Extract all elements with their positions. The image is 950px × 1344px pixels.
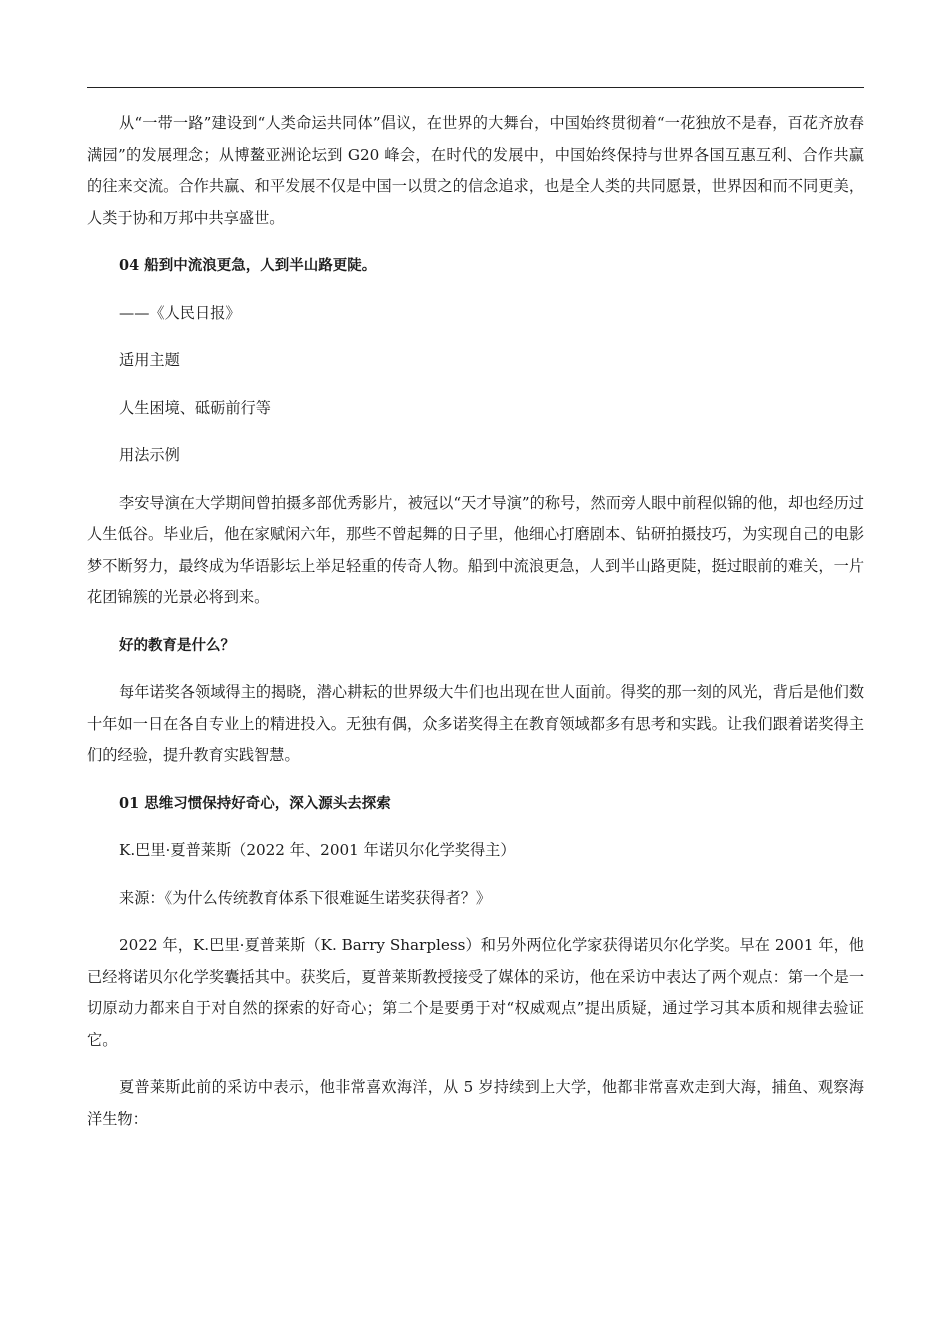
paragraph-belt-and-road: 从“一带一路”建设到“人类命运共同体”倡议，在世界的大舞台，中国始终贯彻着“一花独放不是春，百花齐放春满园”的发展理念；从博鳌亚洲论坛到 G20 峰会，在时代的发展中，中国始终保持与世界各国互惠互利、合作共赢的往来交流。合作共赢、和平发展不仅是中国一以贯之的信念追求，也是全人类的共同愿景，世界因和而不同更美，人类于协和万邦中共享盛世。 <box>87 114 864 227</box>
paragraph-sharpless-award: 2022 年，K.巴里·夏普莱斯（K. Barry Sharpless）和另外两位化学家获得诺贝尔化学奖。早在 2001 年，他已经将诺贝尔化学奖囊括其中。获奖后，夏普莱斯教授接受了媒体的采访，他在采访中表达了两个观点：第一个是一切原动力都来自于对自然的探索的好奇心；第二个是要勇于对“权威观点”提出质疑，通过学习其本质和规律去验证它。 <box>87 936 864 1049</box>
quote-source: ——《人民日报》 <box>119 303 241 322</box>
heading-curiosity-01: 01 思维习惯保持好奇心，深入源头去探索 <box>119 794 391 812</box>
paragraph-sharpless-ocean: 夏普莱斯此前的采访中表示，他非常喜欢海洋，从 5 岁持续到上大学，他都非常喜欢走到大海，捕鱼、观察海洋生物： <box>87 1078 864 1128</box>
paragraph-nobel-intro: 每年诺奖各领域得主的揭晓，潜心耕耘的世界级大牛们也出现在世人面前。得奖的那一刻的风光，背后是他们数十年如一日在各自专业上的精进投入。无独有偶，众多诺奖得主在教育领域都多有思考和实践。让我们跟着诺奖得主们的经验，提升教育实践智慧。 <box>87 683 864 764</box>
paragraph-ang-lee: 李安导演在大学期间曾拍摄多部优秀影片，被冠以“天才导演”的称号，然而旁人眼中前程似锦的他，却也经历过人生低谷。毕业后，他在家赋闲六年，那些不曾起舞的日子里，他细心打磨剧本、钻研拍摄技巧，为实现自己的电影梦不断努力，最终成为华语影坛上举足轻重的传奇人物。船到中流浪更急，人到半山路更陡，挺过眼前的难关，一片花团锦簇的光景必将到来。 <box>87 493 864 606</box>
label-theme: 适用主题 <box>119 351 180 369</box>
label-example: 用法示例 <box>119 446 180 464</box>
heading-good-education: 好的教育是什么？ <box>119 636 235 654</box>
heading-quote-04: 04 船到中流浪更急，人到半山路更陡。 <box>119 257 377 274</box>
document-body <box>87 108 864 1135</box>
source-line: 来源：《为什么传统教育体系下很难诞生诺奖获得者？》 <box>119 888 492 907</box>
header-rule <box>87 87 864 88</box>
author-sharpless: K.巴里·夏普莱斯（2022 年、2001 年诺贝尔化学奖得主） <box>119 841 516 859</box>
theme-value: 人生困境、砥砺前行等 <box>119 398 271 417</box>
